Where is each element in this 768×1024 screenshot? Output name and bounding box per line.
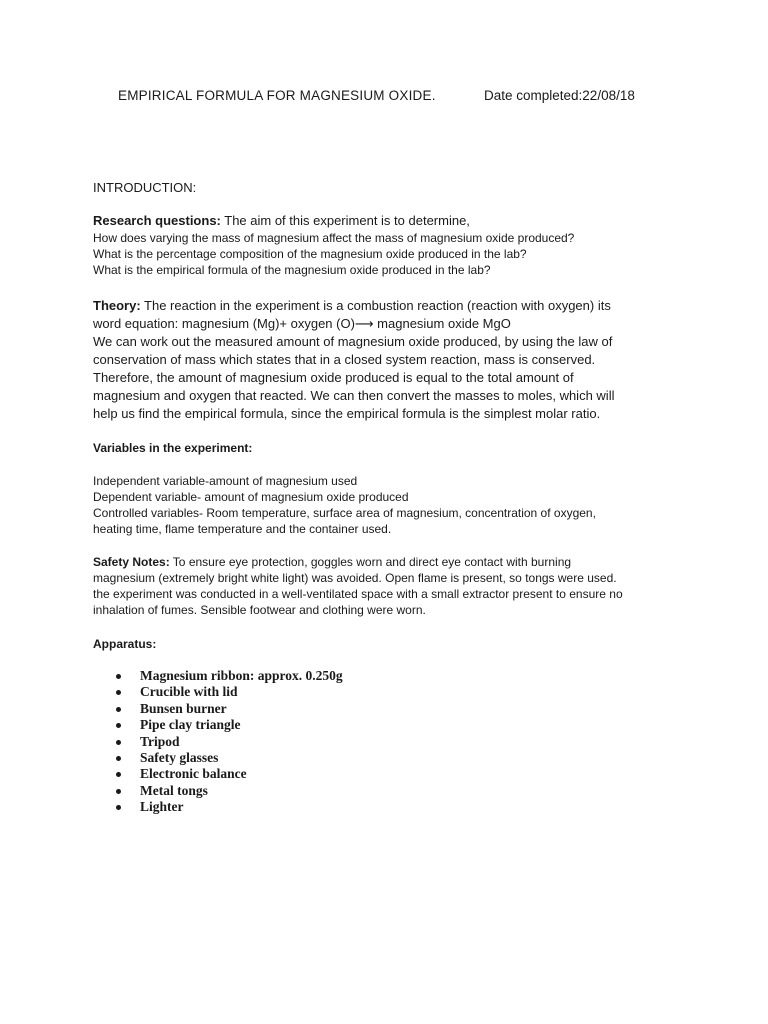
- apparatus-item: Tripod: [116, 734, 343, 750]
- research-questions-section: [93, 212, 683, 278]
- dependent-variable: Dependent variable- amount of magnesium oxide produced: [93, 490, 409, 504]
- apparatus-heading: Apparatus:: [93, 637, 157, 651]
- safety-label: Safety Notes:: [93, 555, 170, 569]
- theory-line: magnesium and oxygen that reacted. We can then convert the masses to moles, which will: [93, 388, 615, 403]
- safety-line: magnesium (extremely bright white light) was avoided. Open flame is present, so tongs were used.: [93, 571, 617, 585]
- apparatus-item: Crucible with lid: [116, 684, 343, 700]
- theory-text: The reaction in the experiment is a combustion reaction (reaction with oxygen) its: [140, 298, 611, 313]
- introduction-heading: [93, 179, 683, 197]
- theory-line: conservation of mass which states that in a closed system reaction, mass is conserved.: [93, 352, 596, 367]
- independent-variable: Independent variable-amount of magnesium used: [93, 474, 358, 488]
- safety-line: the experiment was conducted in a well-ventilated space with a small extractor present to ensure no: [93, 587, 623, 601]
- safety-line: [93, 554, 683, 570]
- safety-text: To ensure eye protection, goggles worn and direct eye contact with burning: [169, 555, 572, 569]
- theory-label: Theory:: [93, 298, 141, 313]
- research-question: What is the empirical formula of the magnesium oxide produced in the lab?: [93, 263, 491, 277]
- theory-section: [93, 297, 683, 423]
- apparatus-item: Electronic balance: [116, 766, 343, 782]
- apparatus-item: Lighter: [116, 799, 343, 815]
- document-header: [118, 88, 728, 108]
- theory-line: We can work out the measured amount of magnesium oxide produced, by using the law of: [93, 334, 613, 349]
- theory-line: Therefore, the amount of magnesium oxide produced is equal to the total amount of: [93, 370, 574, 385]
- apparatus-item: Safety glasses: [116, 750, 343, 766]
- date-completed: Date completed:22/08/18: [484, 88, 635, 103]
- research-question: What is the percentage composition of the magnesium oxide produced in the lab?: [93, 247, 527, 261]
- research-questions-label: Research questions:: [93, 213, 221, 228]
- controlled-variables: Controlled variables- Room temperature, surface area of magnesium, concentration of oxygen,: [93, 506, 596, 520]
- theory-line: word equation: magnesium (Mg)+ oxygen (O)⟶ magnesium oxide MgO: [93, 316, 511, 331]
- safety-line: inhalation of fumes. Sensible footwear and clothing were worn.: [93, 603, 426, 617]
- variables-heading: Variables in the experiment:: [93, 441, 253, 455]
- variables-section: [93, 473, 683, 537]
- apparatus-item: Pipe clay triangle: [116, 717, 343, 733]
- research-questions-lead: The aim of this experiment is to determine,: [220, 213, 470, 228]
- controlled-variables-cont: heating time, flame temperature and the container used.: [93, 522, 392, 536]
- introduction-heading-text: INTRODUCTION:: [93, 180, 197, 195]
- apparatus-item: Magnesium ribbon: approx. 0.250g: [116, 668, 343, 684]
- document-title: EMPIRICAL FORMULA FOR MAGNESIUM OXIDE.: [118, 88, 436, 103]
- research-question: How does varying the mass of magnesium affect the mass of magnesium oxide produced?: [93, 231, 575, 245]
- research-questions-intro: [93, 212, 683, 230]
- theory-line: [93, 297, 683, 315]
- apparatus-item: Metal tongs: [116, 783, 343, 799]
- theory-line: help us find the empirical formula, since the empirical formula is the simplest molar ratio.: [93, 406, 601, 421]
- apparatus-item: Bunsen burner: [116, 701, 343, 717]
- safety-notes-section: [93, 554, 683, 618]
- apparatus-list: [116, 668, 343, 816]
